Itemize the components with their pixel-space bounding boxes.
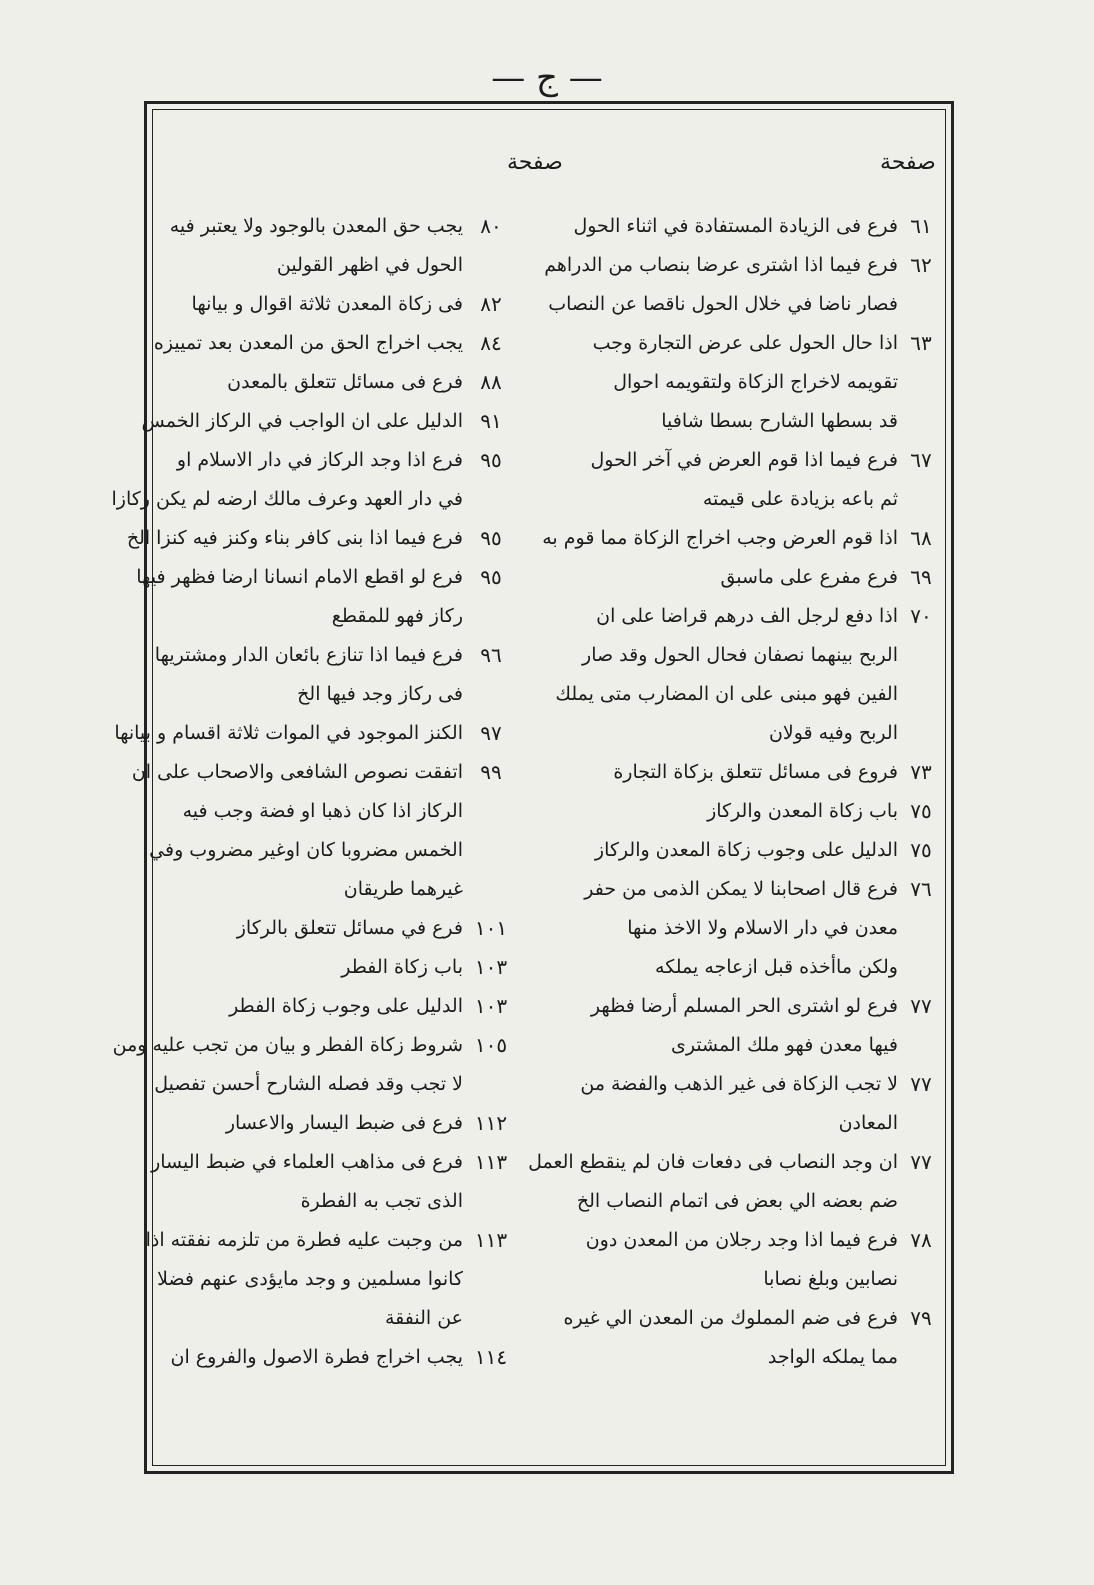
- toc-page-number: ٦٩: [910, 565, 932, 589]
- toc-entry-line: فرع في مسائل تتعلق بالركاز: [236, 917, 463, 939]
- toc-page-number: ٨٨: [480, 370, 502, 394]
- toc-entry-line: فروع فى مسائل تتعلق بزكاة التجارة: [613, 761, 898, 783]
- toc-entry-text: [114, 714, 463, 753]
- toc-entry-text: [147, 207, 463, 285]
- toc-page-number: ١٠٥: [474, 1033, 508, 1057]
- toc-page-number: ١٠٣: [474, 994, 508, 1018]
- toc-page-number: ٦٧: [910, 448, 932, 472]
- toc-entry: [136, 558, 519, 636]
- toc-entry-text: [528, 1143, 898, 1221]
- toc-entry-line: فرع قال اصحابنا لا يمكن الذمى من حفر: [584, 878, 898, 900]
- toc-entry: [554, 207, 944, 246]
- toc-entry-line: باب زكاة الفطر: [341, 956, 463, 978]
- toc-entry-line: الربح وفيه قولان: [768, 722, 898, 744]
- toc-entry: [114, 714, 519, 753]
- toc-entry: [141, 402, 519, 441]
- toc-page-number: ١١٤: [474, 1345, 508, 1369]
- toc-entry-line: فيها معدن فهو ملك المشترى: [670, 1034, 898, 1056]
- toc-entry: [554, 987, 944, 1065]
- toc-page-number: ٩١: [480, 409, 502, 433]
- toc-entry: [131, 753, 519, 909]
- toc-page-number: ٦٨: [910, 526, 932, 550]
- toc-entry-line: في دار العهد وعرف مالك ارضه لم يكن ركازا: [111, 488, 463, 510]
- toc-entry-line: ان وجد النصاب فى دفعات فان لم ينقطع العمل: [528, 1151, 898, 1173]
- toc-entry-line: المعادن: [838, 1112, 898, 1134]
- toc-entry-text: [147, 1104, 463, 1143]
- toc-entry-line: فرع فى ضم المملوك من المعدن الي غيره: [563, 1307, 898, 1329]
- toc-entry-text: [147, 324, 463, 363]
- toc-entry: [554, 441, 944, 519]
- toc-entry-line: ركاز فهو للمقطع: [331, 605, 463, 627]
- toc-entry-text: [146, 1221, 463, 1338]
- toc-entry-line: اتفقت نصوص الشافعى والاصحاب على ان: [131, 761, 463, 783]
- toc-column-left: [111, 207, 519, 1377]
- toc-page-number: ٨٤: [480, 331, 502, 355]
- toc-entry-line: شروط زكاة الفطر و بيان من تجب عليه ومن: [112, 1034, 463, 1056]
- toc-entry-line: قد بسطها الشارح بسطا شافيا: [661, 410, 898, 432]
- toc-entry-line: فرع فيما اذا اشترى عرضا بنصاب من الدراهم: [544, 254, 898, 276]
- toc-page-number: ٧٣: [910, 760, 932, 784]
- toc-entry-line: فى زكاة المعدن ثلاثة اقوال و بيانها: [191, 293, 463, 315]
- toc-entry-text: [554, 1065, 898, 1143]
- toc-page-number: ٨٠: [480, 214, 502, 238]
- toc-page-number: ٦١: [910, 214, 932, 238]
- toc-entry-text: [147, 987, 463, 1026]
- toc-entry: [147, 363, 519, 402]
- toc-entry-text: [112, 441, 464, 519]
- toc-page-number: ٧٠: [910, 604, 932, 628]
- toc-page-number: ٧٨: [910, 1228, 932, 1252]
- toc-entry-line: لا تجب الزكاة فى غير الذهب والفضة من: [580, 1073, 898, 1095]
- toc-entry-line: اذا حال الحول على عرض التجارة وجب: [592, 332, 898, 354]
- page-column-header-left: صفحة: [507, 150, 563, 175]
- toc-entry-text: [554, 1221, 898, 1299]
- toc-entry: [554, 870, 944, 987]
- toc-entry-line: لا تجب وقد فصله الشارح أحسن تفصيل: [154, 1073, 463, 1095]
- toc-entry-text: [554, 441, 898, 519]
- toc-entry: [554, 1299, 944, 1377]
- toc-entry-text: [554, 987, 898, 1065]
- toc-entry: [554, 1221, 944, 1299]
- toc-entry: [112, 1026, 519, 1104]
- toc-page-number: ١١٣: [474, 1228, 508, 1252]
- toc-entry: [147, 1338, 519, 1377]
- toc-entry-line: فرع لو اقطع الامام انسانا ارضا فظهر فيها: [136, 566, 463, 588]
- toc-entry-text: [542, 519, 898, 558]
- toc-page-number: ٩٥: [480, 565, 502, 589]
- toc-page-number: ١٠٣: [474, 955, 508, 979]
- toc-entry-line: مما يملكه الواجد: [767, 1346, 898, 1368]
- toc-entry-line: الكنز الموجود في الموات ثلاثة اقسام و بيانها: [114, 722, 463, 744]
- toc-entry-line: يجب اخراج الحق من المعدن بعد تمييزه: [153, 332, 463, 354]
- toc-entry-line: فى ركاز وجد فيها الخ: [297, 683, 463, 705]
- toc-entry-line: عن النفقة: [384, 1307, 463, 1329]
- toc-entry-text: [554, 1299, 898, 1377]
- toc-entry-line: فرع اذا وجد الركاز في دار الاسلام او: [176, 449, 463, 471]
- toc-entry-line: اذا دفع لرجل الف درهم قراضا على ان: [596, 605, 898, 627]
- toc-entry: [147, 324, 519, 363]
- toc-entry: [544, 246, 944, 324]
- toc-entry-line: الدليل على وجوب زكاة المعدن والركاز: [594, 839, 898, 861]
- toc-entry: [147, 1104, 519, 1143]
- toc-entry-text: [147, 363, 463, 402]
- toc-page-number: ٩٦: [480, 643, 502, 667]
- toc-entry-line: الدليل على وجوب زكاة الفطر: [229, 995, 463, 1017]
- toc-page-number: ٧٧: [910, 1072, 932, 1096]
- toc-entry: [147, 636, 519, 714]
- toc-entry-text: [554, 870, 898, 987]
- toc-entry-text: [554, 597, 898, 753]
- toc-entry-text: [147, 909, 463, 948]
- toc-entry-line: باب زكاة المعدن والركاز: [707, 800, 898, 822]
- toc-entry-line: غيرهما طريقان: [343, 878, 463, 900]
- toc-entry-line: فرع فيما اذا قوم العرض في آخر الحول: [590, 449, 898, 471]
- toc-entry-line: كانوا مسلمين و وجد مايؤدى عنهم فضلا: [157, 1268, 463, 1290]
- toc-entry-text: [554, 792, 898, 831]
- toc-entry: [554, 597, 944, 753]
- page-column-header-right: صفحة: [880, 150, 936, 175]
- toc-entry-text: [554, 831, 898, 870]
- toc-entry-line: نصابين وبلغ نصابا: [763, 1268, 898, 1290]
- toc-entry-text: [113, 1026, 463, 1104]
- toc-entry-text: [136, 558, 463, 636]
- toc-page-number: ٦٢: [910, 253, 932, 277]
- toc-entry-line: يجب حق المعدن بالوجود ولا يعتبر فيه: [169, 215, 463, 237]
- toc-page-number: ٩٥: [480, 526, 502, 550]
- toc-entry: [147, 1143, 519, 1221]
- toc-entry-line: الحول في اظهر القولين: [276, 254, 463, 276]
- toc-entry-line: اذا قوم العرض وجب اخراج الزكاة مما قوم به: [542, 527, 898, 549]
- toc-entry-line: فرع فيما اذا وجد رجلان من المعدن دون: [585, 1229, 898, 1251]
- toc-page-number: ١٠١: [474, 916, 508, 940]
- toc-entry-text: [142, 402, 463, 441]
- toc-entry-line: ضم بعضه الي بعض فى اتمام النصاب الخ: [576, 1190, 898, 1212]
- toc-entry-line: فرع فى ضبط اليسار والاعسار: [225, 1112, 463, 1134]
- toc-page-number: ٧٦: [910, 877, 932, 901]
- toc-entry-line: فرع فيما اذا تنازع بائعان الدار ومشتريها: [154, 644, 463, 666]
- toc-entry-line: فرع مفرع على ماسبق: [720, 566, 898, 588]
- toc-entry: [147, 285, 519, 324]
- toc-entry: [554, 558, 944, 597]
- toc-entry-line: فرع فيما اذا بنى كافر بناء وكنز فيه كنزا الخ: [126, 527, 463, 549]
- toc-entry-line: معدن في دار الاسلام ولا الاخذ منها: [627, 917, 898, 939]
- toc-entry: [126, 519, 519, 558]
- toc-page-number: ٧٧: [910, 1150, 932, 1174]
- toc-entry-line: يجب اخراج فطرة الاصول والفروع ان: [170, 1346, 463, 1368]
- toc-page-number: ٩٥: [480, 448, 502, 472]
- toc-column-right: [528, 207, 944, 1377]
- toc-entry: [542, 519, 944, 558]
- toc-entry-text: [132, 753, 463, 909]
- toc-page-number: ٦٣: [910, 331, 932, 355]
- toc-entry-text: [147, 1338, 463, 1377]
- toc-entry-line: الربح بينهما نصفان فحال الحول وقد صار: [582, 644, 898, 666]
- toc-entry: [554, 753, 944, 792]
- toc-page-number: ٨٢: [480, 292, 502, 316]
- toc-entry-text: [544, 246, 898, 324]
- toc-entry-text: [147, 285, 463, 324]
- toc-entry: [147, 987, 519, 1026]
- toc-entry-line: من وجبت عليه فطرة من تلزمه نفقته اذا: [145, 1229, 463, 1251]
- toc-entry-line: فرع فى مذاهب العلماء في ضبط اليسار: [151, 1151, 463, 1173]
- toc-entry-text: [147, 948, 463, 987]
- toc-entry-text: [554, 753, 898, 792]
- toc-entry-line: فصار ناضا في خلال الحول ناقصا عن النصاب: [548, 293, 898, 315]
- toc-entry: [147, 909, 519, 948]
- toc-page-number: ١١٣: [474, 1150, 508, 1174]
- toc-entry-text: [147, 1143, 463, 1221]
- toc-page-number: ٧٥: [910, 838, 932, 862]
- toc-entry: [147, 207, 519, 285]
- toc-entry-line: ولكن ماأخذه قبل ازعاجه يملكه: [655, 956, 898, 978]
- toc-page-number: ٩٩: [480, 760, 502, 784]
- toc-entry-line: الدليل على ان الواجب في الركاز الخمس: [141, 410, 463, 432]
- toc-entry: [554, 1065, 944, 1143]
- toc-entry: [554, 324, 944, 441]
- toc-entry-line: الذى تجب به الفطرة: [300, 1190, 463, 1212]
- toc-entry: [554, 831, 944, 870]
- toc-entry-line: تقويمه لاخراج الزكاة ولتقويمه احوال: [613, 371, 898, 393]
- toc-page-number: ٧٩: [910, 1306, 932, 1330]
- toc-entry-line: الفين فهو مبنى على ان المضارب متى يملك: [555, 683, 898, 705]
- toc-entry-line: الخمس مضروبا كان اوغير مضروب وفي: [149, 839, 463, 861]
- toc-entry-line: فرع فى الزيادة المستفادة في اثناء الحول: [573, 215, 898, 237]
- toc-entry-text: [554, 207, 898, 246]
- toc-entry-text: [554, 558, 898, 597]
- toc-page-number: ٧٧: [910, 994, 932, 1018]
- toc-entry-text: [554, 324, 898, 441]
- toc-page-number: ١١٢: [474, 1111, 508, 1135]
- toc-entry: [528, 1143, 944, 1221]
- toc-entry: [111, 441, 519, 519]
- toc-entry: [147, 1221, 519, 1338]
- toc-entry-text: [127, 519, 463, 558]
- toc-entry: [554, 792, 944, 831]
- page-number: — ج —: [491, 58, 603, 98]
- toc-entry-line: ثم باعه بزيادة على قيمته: [702, 488, 898, 510]
- toc-entry-text: [147, 636, 463, 714]
- toc-entry-line: فرع فى مسائل تتعلق بالمعدن: [227, 371, 463, 393]
- toc-entry: [147, 948, 519, 987]
- toc-page-number: ٧٥: [910, 799, 932, 823]
- toc-page-number: ٩٧: [480, 721, 502, 745]
- toc-entry-line: الركاز اذا كان ذهبا او فضة وجب فيه: [182, 800, 463, 822]
- toc-entry-line: فرع لو اشترى الحر المسلم أرضا فظهر: [590, 995, 898, 1017]
